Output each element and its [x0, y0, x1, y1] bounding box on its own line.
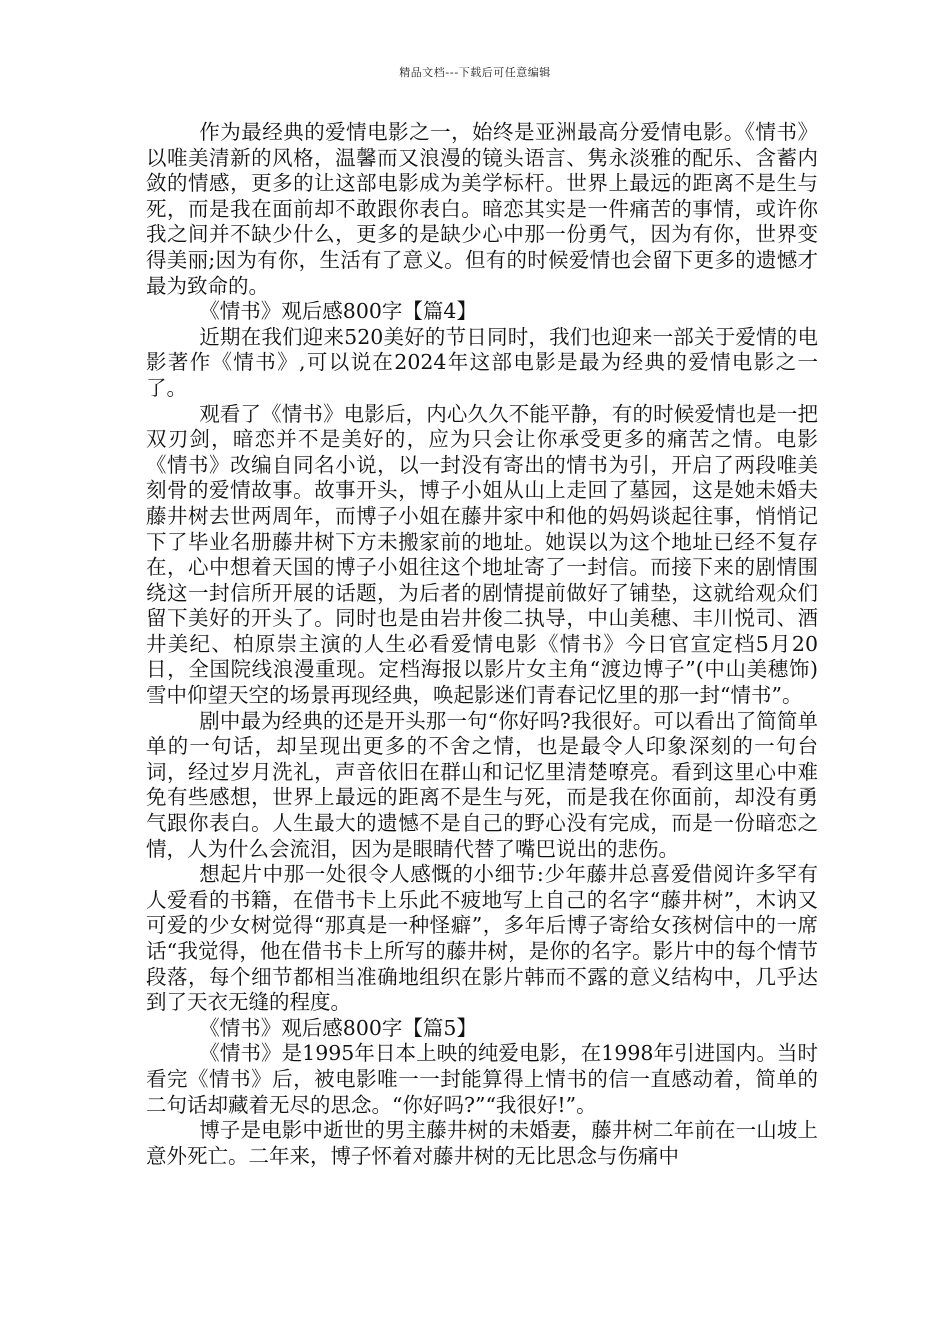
section-heading-5: 《情书》观后感800字【篇5】	[199, 1015, 477, 1040]
paragraph-detail: 想起片中那一处很令人感慨的小细节:少年藤井总喜爱借阅许多罕有人爱看的书籍，在借书卡上乐此不疲地写上自己的名字“藤井树”，木讷又可爱的少女树觉得“那真是一种怪癖”，多年后博子寄给女孩树信中的一席话“我觉得，他在借书卡上所写的藤井树，是你的名字。影片中的每个情节段落，每个细节都相当准确地组织在影片韩而不露的意义结构中，几乎达到了天衣无缝的程度。	[146, 862, 818, 1015]
section-heading-4: 《情书》观后感800字【篇4】	[199, 299, 477, 324]
paragraph-classic-line: 剧中最为经典的还是开头那一句“你好吗?我很好。可以看出了简简单单的一句话，却呈现出更多的不舍之情，也是最令人印象深刻的一句台词，经过岁月洗礼，声音依旧在群山和记忆里清楚嘹亮。看到这里心中难免有些感想，世界上最远的距离不是生与死，而是我在你面前，却没有勇气跟你表白。人生最大的遗憾不是自己的野心没有完成，而是一份暗恋之情，人为什么会流泪，因为是眼睛代替了嘴巴说出的悲伤。	[146, 708, 818, 861]
paragraph-520: 近期在我们迎来520美好的节日同时，我们也迎来一部关于爱情的电影著作《情书》,可以说在2024年这部电影是最为经典的爱情电影之一了。	[146, 324, 818, 400]
paragraph-hiroko: 博子是电影中逝世的男主藤井树的未婚妻，藤井树二年前在一山坡上意外死亡。二年来，博子怀着对藤井树的无比思念与伤痛中	[146, 1118, 818, 1168]
page-header: 精品文档---下载后可任意编辑	[399, 66, 551, 79]
paragraph-1995: 《情书》是1995年日本上映的纯爱电影，在1998年引进国内。当时看完《情书》后，被电影唯一一封能算得上情书的信一直感动着，简单的二句话却藏着无尽的思念。“你好吗?”“我很好!”。	[146, 1041, 818, 1117]
paragraph-intro: 作为最经典的爱情电影之一，始终是亚洲最高分爱情电影。《情书》以唯美清新的风格，温馨而又浪漫的镜头语言、隽永淡雅的配乐、含蓄内敛的情感，更多的让这部电影成为美学标杆。世界上最远的距离不是生与死，而是我在面前却不敢跟你表白。暗恋其实是一件痛苦的事情，或许你我之间并不缺少什么，更多的是缺少心中那一份勇气，因为有你，世界变得美丽;因为有你，生活有了意义。但有的时候爱情也会留下更多的遗憾才最为致命的。	[146, 120, 818, 298]
paragraph-story: 观看了《情书》电影后，内心久久不能平静，有的时候爱情也是一把双刃剑，暗恋并不是美好的，应为只会让你承受更多的痛苦之情。电影《情书》改编自同名小说，以一封没有寄出的情书为引，开启了两段唯美刻骨的爱情故事。故事开头，博子小姐从山上走回了墓园，这是她未婚夫藤井树去世两周年，而博子小姐在藤井家中和他的妈妈谈起往事，悄悄记下了毕业名册藤井树下方未搬家前的地址。她误以为这个地址已经不复存在，心中想着天国的博子小姐往这个地址寄了一封信。而接下来的剧情围绕这一封信所开展的话题，为后者的剧情提前做好了铺垫，这就给观众们留下美好的开头了。同时也是由岩井俊二执导，中山美穗、丰川悦司、酒井美纪、柏原崇主演的人生必看爱情电影《情书》今日官宣定档5月20日，全国院线浪漫重现。定档海报以影片女主角“渡边博子”(中山美穗饰)雪中仰望天空的场景再现经典，唤起影迷们青春记忆里的那一封“情书”。	[146, 401, 818, 708]
document-body	[146, 120, 818, 1169]
